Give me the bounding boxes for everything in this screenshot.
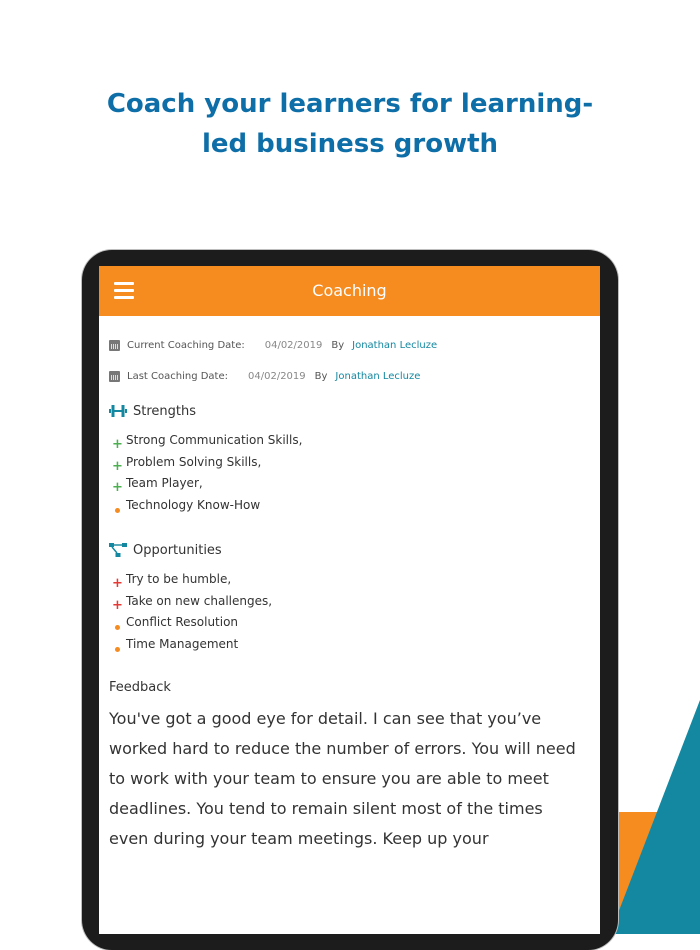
opportunity-item <box>109 613 238 631</box>
opportunities-title: Opportunities <box>133 542 222 558</box>
dot-icon <box>109 502 126 517</box>
hamburger-menu-icon[interactable] <box>114 282 134 300</box>
opportunity-item <box>109 592 273 613</box>
opportunity-text: Conflict Resolution <box>126 615 239 629</box>
current-coaching-label: Current Coaching Date: <box>127 339 245 351</box>
opportunity-text: Try to be humble, <box>126 572 232 586</box>
strengths-heading <box>109 402 196 420</box>
feedback-label: Feedback <box>109 680 171 695</box>
opportunities-heading <box>109 541 222 559</box>
headline-line-1: Coach your learners for learning- <box>106 89 594 119</box>
current-coach-link[interactable]: Jonathan Lecluze <box>352 339 438 351</box>
strength-item <box>109 474 203 495</box>
calendar-icon <box>109 340 120 351</box>
app-screen <box>99 266 600 934</box>
plus-icon: + <box>112 458 123 474</box>
plus-icon: + <box>112 436 123 452</box>
current-coaching-date: 04/02/2019 <box>264 339 323 351</box>
strengths-title: Strengths <box>133 403 197 419</box>
opportunity-item <box>109 635 238 653</box>
strength-item <box>109 431 303 452</box>
last-coaching-row <box>109 368 420 384</box>
feedback-text: You've got a good eye for detail. I can see that you’ve worked hard to reduce the number of errors. You will need to work with your team to ensure you are able to meet deadlines. You tend to remain silent most of the times even during your team meetings. Keep up your <box>109 709 576 848</box>
dot-icon <box>109 619 126 634</box>
current-coaching-row <box>109 337 437 353</box>
last-coach-link[interactable]: Jonathan Lecluze <box>335 370 421 382</box>
flowchart-icon <box>109 543 127 557</box>
strength-text: Problem Solving Skills, <box>126 455 262 469</box>
strength-text: Team Player, <box>126 476 203 490</box>
last-coaching-label: Last Coaching Date: <box>127 370 228 382</box>
app-bar-title: Coaching <box>312 281 387 300</box>
last-by-label: By <box>314 370 328 382</box>
opportunity-text: Take on new challenges, <box>126 594 273 608</box>
opportunity-text: Time Management <box>126 637 239 651</box>
dot-icon <box>109 641 126 656</box>
calendar-icon <box>109 371 120 382</box>
strength-text: Strong Communication Skills, <box>126 433 303 447</box>
strength-item <box>109 453 262 474</box>
current-by-label: By <box>331 339 345 351</box>
plus-icon: + <box>112 575 123 591</box>
strength-item <box>109 496 260 514</box>
plus-icon: + <box>112 479 123 495</box>
promo-headline <box>0 84 700 164</box>
plus-icon: + <box>112 597 123 613</box>
last-coaching-date: 04/02/2019 <box>248 370 306 382</box>
opportunity-item <box>109 570 232 591</box>
headline-line-2: led business growth <box>201 129 499 159</box>
app-bar <box>99 266 600 316</box>
dumbbell-icon <box>109 404 127 418</box>
strength-text: Technology Know-How <box>126 498 261 512</box>
